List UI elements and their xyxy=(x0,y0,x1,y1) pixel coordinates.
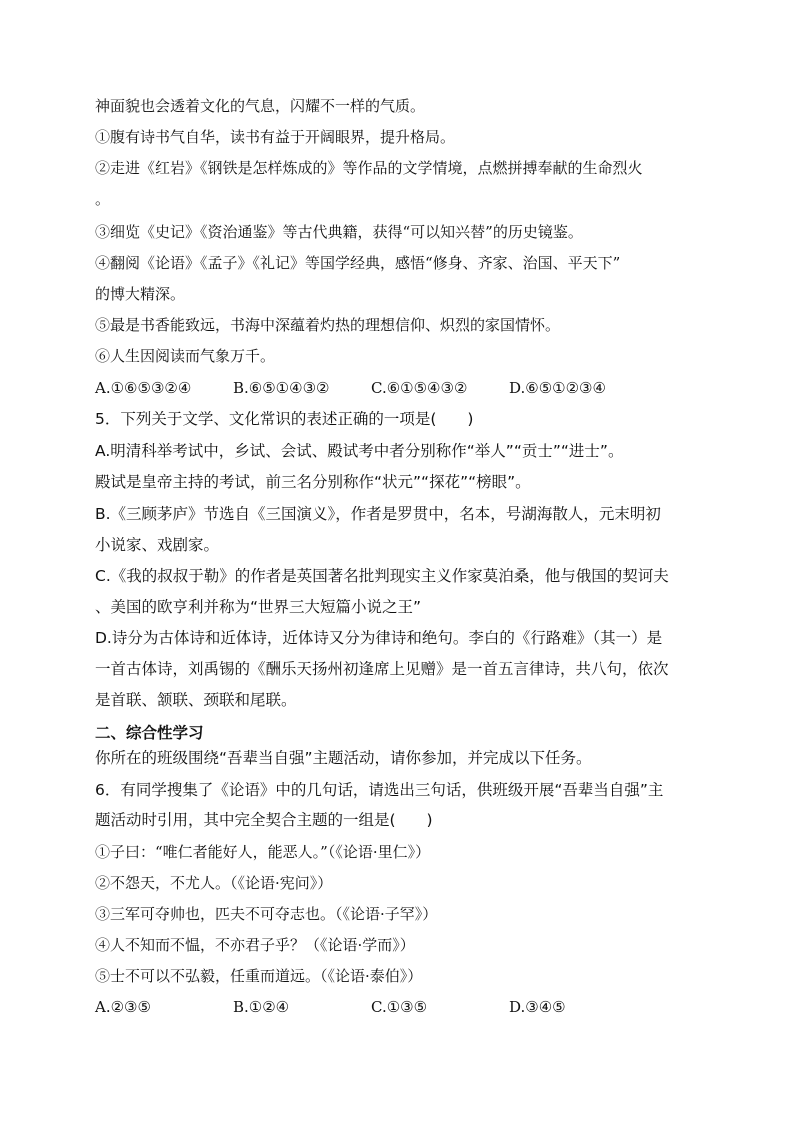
sentence-item-4-cont: 的博大精深。 xyxy=(95,285,186,303)
q5-option-a-cont: 殿试是皇帝主持的考试，前三名分别称作“状元”“探花”“榜眼”。 xyxy=(95,473,531,491)
sentence-item-2-cont: 。 xyxy=(95,190,111,208)
sentence-item-1: ①腹有诗书气自华，读书有益于开阔眼界，提升格局。 xyxy=(95,128,456,146)
q4-option-c[interactable]: C.⑥①⑤④③② xyxy=(371,379,468,397)
q6-quote-4: ④人不知而不愠，不亦君子乎？（《论语·学而》） xyxy=(95,936,415,954)
q5-option-b[interactable]: B.《三顾茅庐》节选自《三国演义》，作者是罗贯中，名本，号湖海散人，元末明初 xyxy=(95,505,661,523)
q5-stem: 5．下列关于文学、文化常识的表述正确的一项是( ) xyxy=(95,410,474,428)
q5-option-a[interactable]: A.明清科举考试中，乡试、会试、殿试考中者分别称作“举人”“贡士”“进士”。 xyxy=(95,442,624,460)
q5-option-d-cont2: 是首联、颔联、颈联和尾联。 xyxy=(95,691,297,709)
section-heading: 二、综合性学习 xyxy=(95,724,204,742)
section-intro: 你所在的班级围绕“吾辈当自强”主题活动，请你参加，并完成以下任务。 xyxy=(95,749,592,767)
q6-option-c[interactable]: C.①③⑤ xyxy=(371,998,428,1016)
q6-option-b[interactable]: B.①②④ xyxy=(233,998,290,1016)
q6-quote-1: ①子曰：“唯仁者能好人，能恶人。”（《论语·里仁》） xyxy=(95,843,431,861)
q4-option-b[interactable]: B.⑥⑤①④③② xyxy=(233,379,330,397)
q4-options xyxy=(95,378,695,398)
q5-option-b-cont: 小说家、戏剧家。 xyxy=(95,536,220,554)
q5-option-c-cont: 、美国的欧亨利并称为“世界三大短篇小说之王” xyxy=(95,598,422,616)
sentence-item-4: ④翻阅《论语》《孟子》《礼记》等国学经典，感悟“修身、齐家、治国、平天下” xyxy=(95,254,621,272)
q6-stem-cont: 题活动时引用，其中完全契合主题的一组是( ) xyxy=(95,811,433,829)
q4-option-d[interactable]: D.⑥⑤①②③④ xyxy=(509,379,606,397)
q6-option-a[interactable]: A.②③⑤ xyxy=(95,998,151,1016)
q4-option-a[interactable]: A.①⑥⑤③②④ xyxy=(95,379,192,397)
sentence-item-3: ③细览《史记》《资治通鉴》等古代典籍，获得“可以知兴替”的历史镜鉴。 xyxy=(95,223,583,241)
q6-option-d[interactable]: D.③④⑤ xyxy=(509,998,566,1016)
q6-options xyxy=(95,997,695,1017)
q6-quote-3: ③三军可夺帅也，匹夫不可夺志也。（《论语·子罕》） xyxy=(95,905,438,923)
q5-option-d[interactable]: D.诗分为古体诗和近体诗，近体诗又分为律诗和绝句。李白的《行路难》（其一）是 xyxy=(95,629,663,647)
sentence-item-6: ⑥人生因阅读而气象万千。 xyxy=(95,347,276,365)
sentence-item-5: ⑤最是书香能致远，书海中深蕴着灼热的理想信仰、炽烈的家国情怀。 xyxy=(95,316,561,334)
q6-quote-2: ②不怨天，不尤人。（《论语·宪问》） xyxy=(95,874,333,892)
q6-stem: 6．有同学搜集了《论语》中的几句话，请选出三句话，供班级开展“吾辈当自强”主 xyxy=(95,781,664,799)
q5-option-c[interactable]: C.《我的叔叔于勒》的作者是英国著名批判现实主义作家莫泊桑，他与俄国的契诃夫 xyxy=(95,567,669,585)
passage-line: 神面貌也会透着文化的气息，闪耀不一样的气质。 xyxy=(95,97,426,115)
q6-quote-5: ⑤士不可以不弘毅，任重而道远。（《论语·泰伯》） xyxy=(95,967,423,985)
q5-option-d-cont: 一首古体诗，刘禹锡的《酬乐天扬州初逢席上见赠》是一首五言律诗，共八句，依次 xyxy=(95,660,669,678)
sentence-item-2: ②走进《红岩》《钢铁是怎样炼成的》等作品的文学情境，点燃拼搏奉献的生命烈火 xyxy=(95,159,643,177)
